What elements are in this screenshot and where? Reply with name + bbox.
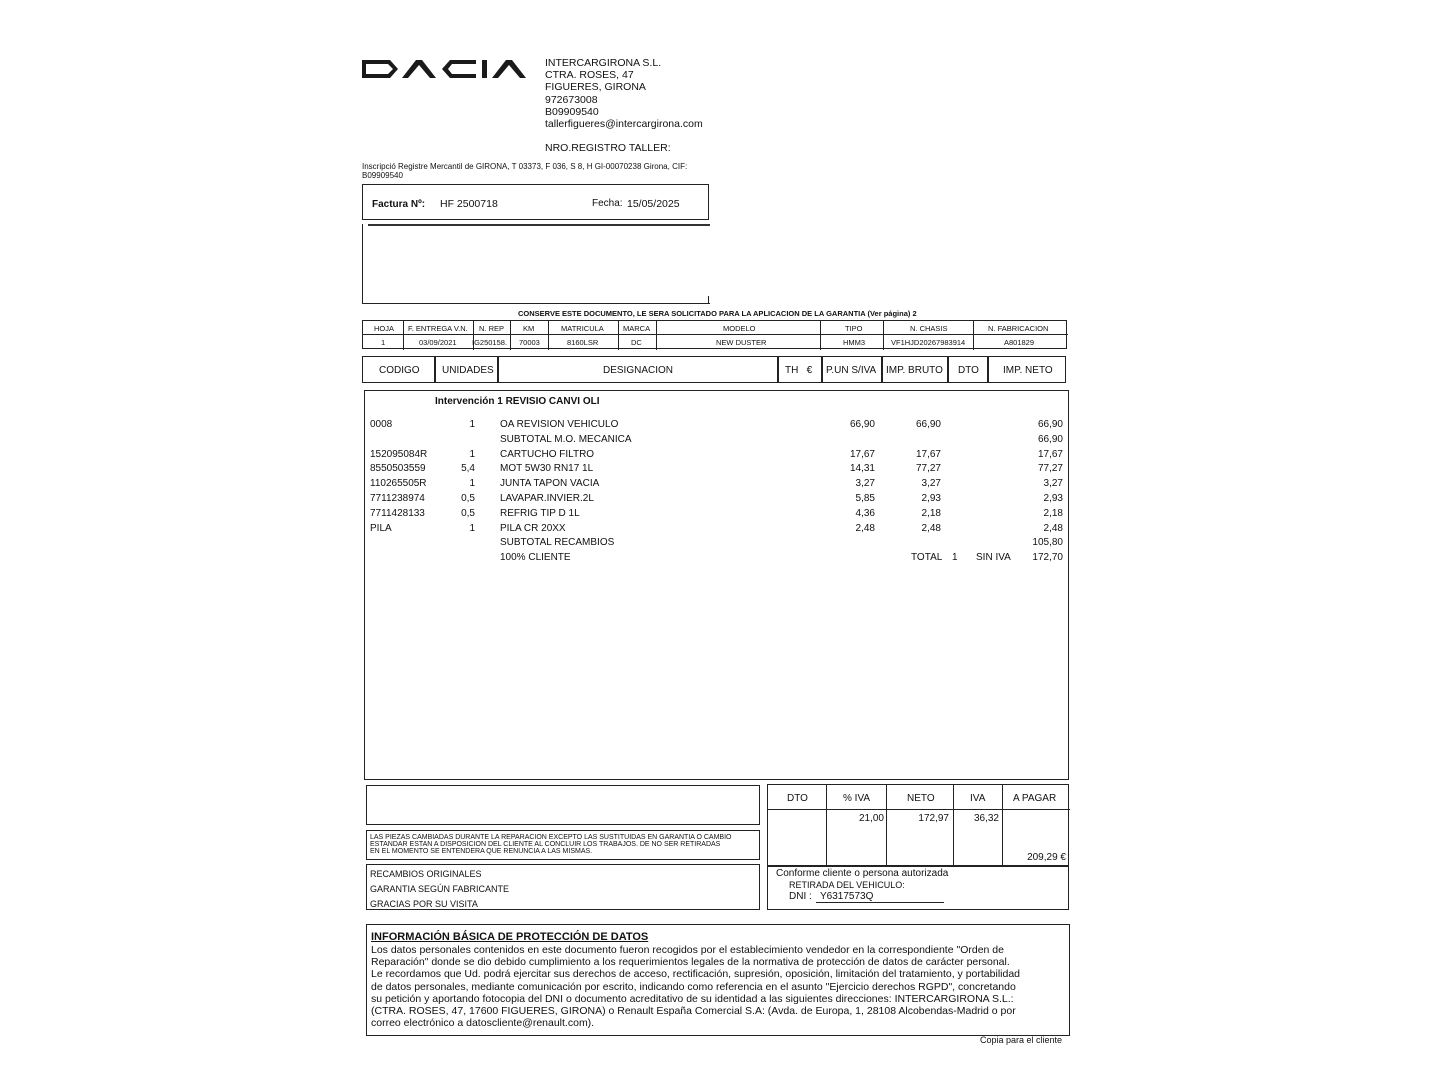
- summary-header-a-pagar: A PAGAR: [1013, 793, 1057, 804]
- line-net: 17,67: [1037, 448, 1063, 460]
- vehicle-header-type: TIPO: [845, 324, 863, 333]
- col-header-unidades: UNIDADES: [435, 356, 498, 383]
- line-code: PILA: [370, 522, 392, 534]
- total-sin-iva: SIN IVA: [976, 552, 1011, 563]
- parts-notice-line-2: ESTANDAR ESTAN A DISPOSICION DEL CLIENTE AL CONCLUIR LOS TRABAJOS. DE NO SER RETIRADAS: [370, 841, 721, 848]
- company-email: tallerfigueres@intercargirona.com: [545, 118, 703, 130]
- company-city: FIGUERES, GIRONA: [545, 81, 646, 93]
- line-code: 8550503559: [370, 463, 426, 475]
- table-row: [365, 508, 1070, 523]
- table-row: [365, 419, 1070, 434]
- vehicle-hoja: 1: [381, 338, 386, 347]
- line-net: 3,27: [1043, 478, 1063, 490]
- footer-notes-box: [366, 864, 760, 910]
- invoice-date-label: Fecha:: [592, 198, 623, 209]
- line-description: JUNTA TAPON VACIA: [500, 478, 600, 490]
- invoice-number-label: Factura Nº:: [372, 199, 426, 210]
- line-units: 1: [469, 522, 475, 534]
- col-header-price: P.UN S/IVA: [822, 356, 882, 383]
- footer-note-2: GARANTIA SEGÚN FABRICANTE: [370, 884, 510, 894]
- vehicle-plate: 8160LSR: [567, 338, 599, 347]
- invoice-box: [362, 184, 709, 220]
- col-header-gross: IMP. BRUTO: [882, 356, 948, 383]
- privacy-line: Los datos personales contenidos en este documento fueron recogidos por el establecimiento vendedor en la correspondiente "Orden de: [371, 944, 1004, 956]
- registry-line-1: Inscripció Registre Mercantil de GIRONA, T 03373, F 036, S 8, H GI-00070238 Girona, CIF:: [362, 162, 688, 171]
- summary-iva-pct: 21,00: [858, 813, 884, 824]
- line-net: 2,48: [1043, 522, 1063, 534]
- footer-note-3: GRACIAS POR SU VISITA: [370, 899, 478, 909]
- vehicle-header-model: MODELO: [723, 324, 756, 333]
- line-net: 77,27: [1037, 463, 1063, 475]
- dacia-logo: [362, 58, 536, 80]
- vehicle-header-chassis: N. CHASIS: [910, 324, 948, 333]
- vehicle-header-brand: MARCA: [623, 324, 651, 333]
- line-gross: 17,67: [915, 448, 941, 460]
- line-unit-price: 4,36: [855, 507, 875, 519]
- line-unit-price: 5,85: [855, 493, 875, 504]
- privacy-text: [371, 944, 1020, 1029]
- signature-dni: Y6317573Q: [820, 891, 874, 902]
- parts-notice-line-1: LAS PIEZAS CAMBIADAS DURANTE LA REPARACION EXCEPTO LAS SUSTITUIDAS EN GARANTIA O CAMBIO: [370, 834, 732, 841]
- line-net: 2,18: [1043, 507, 1063, 519]
- invoice-number: HF 2500718: [440, 198, 498, 210]
- vehicle-table: [362, 320, 1067, 349]
- line-units: 1: [469, 448, 475, 460]
- line-unit-price: 14,31: [849, 463, 875, 475]
- warranty-notice: CONSERVE ESTE DOCUMENTO, LE SERA SOLICITADO PARA LA APLICACION DE LA GARANTIA (Ver página) 2: [518, 309, 917, 318]
- line-code: 0008: [370, 419, 393, 430]
- summary-header-neto: NETO: [907, 793, 935, 804]
- summary-header-iva-pct: % IVA: [843, 793, 871, 804]
- line-unit-price: 2,48: [855, 522, 875, 534]
- col-header-net: IMP. NETO: [988, 356, 1066, 383]
- intervention-title: Intervención 1 REVISIO CANVI OLI: [435, 396, 600, 407]
- vehicle-header-delivery: F. ENTREGA V.N.: [408, 324, 468, 333]
- vehicle-brand: DC: [631, 338, 642, 347]
- footer-note-1: RECAMBIOS ORIGINALES: [370, 869, 482, 879]
- line-description: SUBTOTAL RECAMBIOS: [500, 537, 615, 549]
- line-code: 152095084R: [370, 448, 428, 460]
- vehicle-header-rep: N. REP: [479, 324, 505, 333]
- vehicle-model: NEW DUSTER: [716, 338, 767, 347]
- line-net: 105,80: [1032, 537, 1063, 549]
- table-row: [365, 449, 1070, 464]
- line-description: OA REVISION VEHICULO: [500, 419, 619, 430]
- registry-line-2: B09909540: [362, 171, 403, 180]
- table-row: [365, 552, 1070, 567]
- customer-box: [362, 224, 710, 304]
- line-gross: 77,27: [915, 463, 941, 475]
- line-description: MOT 5W30 RN17 1L: [500, 463, 594, 475]
- line-unit-price: 17,67: [849, 448, 875, 460]
- company-street: CTRA. ROSES, 47: [545, 69, 634, 81]
- vehicle-km: 70003: [519, 338, 540, 347]
- table-row: [365, 537, 1070, 552]
- total-value: 172,70: [1032, 552, 1063, 563]
- line-gross: 66,90: [915, 419, 941, 430]
- vehicle-header-plate: MATRICULA: [561, 324, 604, 333]
- line-description: SUBTOTAL M.O. MECANICA: [500, 433, 632, 445]
- total-label: TOTAL: [911, 552, 943, 563]
- line-description: CARTUCHO FILTRO: [500, 448, 595, 460]
- privacy-line: su petición y aportando fotocopia del DNI o documento acreditativo de su identidad a las siguientes direcciones: INTERCARGIRONA S.L.:: [371, 992, 1014, 1005]
- summary-neto: 172,97: [918, 813, 949, 824]
- table-row: [365, 523, 1070, 538]
- summary-header-iva: IVA: [970, 793, 986, 804]
- privacy-line: de datos personales, mediante comunicación por escrito, indicando como referencia en el asunto "Ejercicio derechos RGPD", concretando: [371, 980, 1016, 993]
- vehicle-chassis: VF1HJD20267983914: [891, 338, 966, 347]
- company-name: INTERCARGIRONA S.L.: [545, 57, 662, 69]
- signature-line-2: RETIRADA DEL VEHICULO:: [789, 880, 905, 890]
- line-description: LAVAPAR.INVIER.2L: [500, 493, 594, 504]
- vehicle-header-hoja: HOJA: [374, 324, 395, 333]
- col-header-designacion: DESIGNACION: [498, 356, 778, 383]
- vehicle-delivery-date: 03/09/2021: [419, 338, 457, 347]
- privacy-line: (CTRA. ROSES, 47, 17600 FIGUERES, GIRONA) o Renault España Comercial S.A: (Avda. de Europa, 1, 28108 Alcobendas-Madrid o por: [371, 1005, 1016, 1018]
- company-phone: 972673008: [545, 94, 598, 106]
- line-units: 1: [469, 478, 475, 490]
- signature-box: [767, 866, 1069, 910]
- line-units: 1: [469, 419, 475, 430]
- observations-box: [366, 785, 760, 825]
- col-header-th: TH €: [778, 356, 822, 383]
- line-gross: 2,48: [921, 522, 941, 534]
- line-code: 7711238974: [370, 493, 425, 504]
- vehicle-rep-number: IG250158.: [472, 338, 508, 347]
- vehicle-type: HMM3: [843, 338, 866, 347]
- privacy-title: INFORMACIÓN BÁSICA DE PROTECCIÓN DE DATOS: [371, 931, 649, 943]
- line-code: 110265505R: [370, 478, 427, 490]
- privacy-line: correo electrónico a datoscliente@renault.com).: [371, 1017, 595, 1030]
- vehicle-header-km: KM: [523, 324, 535, 333]
- company-cif: B09909540: [545, 106, 599, 118]
- parts-notice-line-3: EN EL MOMENTO SE ENTENDERA QUE RENUNCIA A LAS MISMAS.: [370, 848, 593, 855]
- summary-header-dto: DTO: [787, 793, 808, 804]
- line-description: REFRIG TIP D 1L: [500, 507, 580, 519]
- table-row: [365, 478, 1070, 493]
- workshop-registration: NRO.REGISTRO TALLER:: [545, 142, 671, 154]
- privacy-box: [366, 924, 1070, 1036]
- summary-a-pagar: 209,29 €: [1027, 852, 1066, 863]
- vehicle-manufacture: A801829: [1004, 338, 1035, 347]
- line-unit-price: 66,90: [849, 419, 875, 430]
- line-gross: 2,93: [921, 493, 941, 504]
- line-description: 100% CLIENTE: [500, 552, 571, 564]
- privacy-line: Reparación" donde se dio debido cumplimiento a los requerimientos legales de la normativa de protección de datos de carácter personal.: [371, 956, 1010, 969]
- line-units: 0,5: [461, 507, 475, 519]
- signature-line-1: Conforme cliente o persona autorizada: [776, 868, 949, 879]
- line-gross: 2,18: [921, 507, 941, 519]
- table-row: [365, 434, 1070, 449]
- table-row: [365, 463, 1070, 478]
- summary-iva: 36,32: [973, 813, 999, 824]
- line-units: 0,5: [461, 493, 475, 504]
- invoice-date: 15/05/2025: [627, 198, 680, 210]
- table-row: [365, 493, 1070, 508]
- line-code: 7711428133: [370, 507, 425, 519]
- line-units: 5,4: [461, 463, 475, 475]
- parts-notice-box: [366, 830, 760, 860]
- col-header-codigo: CODIGO: [362, 356, 435, 383]
- invoice-lines-box: [364, 390, 1069, 780]
- line-description: PILA CR 20XX: [500, 522, 566, 534]
- line-net: 66,90: [1037, 419, 1063, 430]
- totals-summary-box: [767, 784, 1069, 866]
- signature-dni-label: DNI :: [789, 891, 812, 902]
- vehicle-header-manufacture: N. FABRICACION: [988, 324, 1049, 333]
- copy-label: Copia para el cliente: [980, 1035, 1063, 1045]
- col-header-dto: DTO: [948, 356, 988, 383]
- total-count: 1: [952, 552, 958, 563]
- line-gross: 3,27: [921, 478, 941, 490]
- line-net: 2,93: [1043, 493, 1063, 504]
- line-unit-price: 3,27: [855, 478, 875, 490]
- line-net: 66,90: [1037, 433, 1063, 445]
- privacy-line: Le recordamos que Ud. podrá ejercitar sus derechos de acceso, rectificación, supresión, oposición, limitación del tratamiento, y portabilidad: [371, 968, 1021, 981]
